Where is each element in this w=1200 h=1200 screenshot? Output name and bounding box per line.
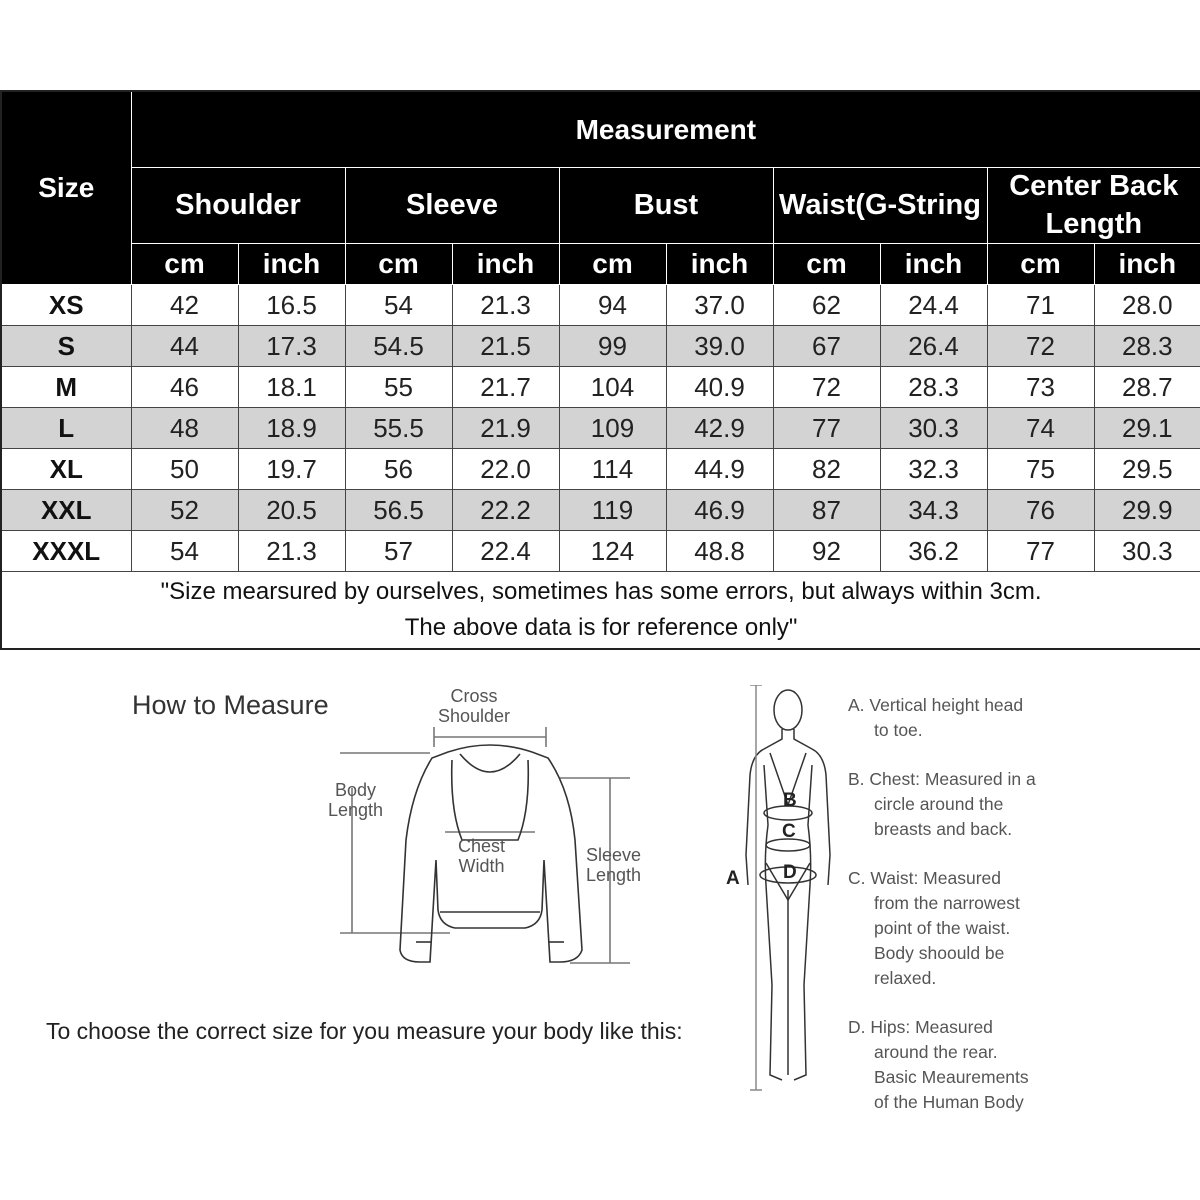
bust-header: Bust xyxy=(559,168,773,244)
value-cell: 67 xyxy=(773,326,880,367)
table-row xyxy=(1,408,1200,449)
value-cell: 72 xyxy=(987,326,1094,367)
marker-d: D xyxy=(783,862,797,883)
value-cell: 48.8 xyxy=(666,531,773,572)
value-cell: 57 xyxy=(345,531,452,572)
unit-header: cm xyxy=(773,244,880,285)
waist-header: Waist(G-String xyxy=(773,168,987,244)
value-cell: 54 xyxy=(131,531,238,572)
unit-header: inch xyxy=(1094,244,1200,285)
value-cell: 77 xyxy=(773,408,880,449)
value-cell: 46 xyxy=(131,367,238,408)
value-cell: 28.3 xyxy=(880,367,987,408)
value-cell: 92 xyxy=(773,531,880,572)
sleeve-length-label: Sleeve Length xyxy=(586,845,642,885)
value-cell: 30.3 xyxy=(1094,531,1200,572)
unit-header: cm xyxy=(345,244,452,285)
body-length-label: Body Length xyxy=(328,780,384,820)
value-cell: 54.5 xyxy=(345,326,452,367)
value-cell: 28.3 xyxy=(1094,326,1200,367)
unit-header: inch xyxy=(666,244,773,285)
human-body-illustration xyxy=(720,685,840,1095)
body-figure xyxy=(720,685,840,1095)
size-cell: XS xyxy=(1,285,131,326)
size-cell: XXL xyxy=(1,490,131,531)
value-cell: 17.3 xyxy=(238,326,345,367)
value-cell: 36.2 xyxy=(880,531,987,572)
how-to-measure-title: How to Measure xyxy=(132,690,329,720)
value-cell: 39.0 xyxy=(666,326,773,367)
value-cell: 29.9 xyxy=(1094,490,1200,531)
value-cell: 21.3 xyxy=(238,531,345,572)
value-cell: 21.5 xyxy=(452,326,559,367)
value-cell: 42.9 xyxy=(666,408,773,449)
value-cell: 72 xyxy=(773,367,880,408)
table-row xyxy=(1,285,1200,326)
value-cell: 29.5 xyxy=(1094,449,1200,490)
value-cell: 26.4 xyxy=(880,326,987,367)
value-cell: 124 xyxy=(559,531,666,572)
size-cell: M xyxy=(1,367,131,408)
unit-header: inch xyxy=(238,244,345,285)
value-cell: 28.0 xyxy=(1094,285,1200,326)
value-cell: 44 xyxy=(131,326,238,367)
unit-header: cm xyxy=(559,244,666,285)
value-cell: 77 xyxy=(987,531,1094,572)
disclaimer-note xyxy=(1,572,1200,650)
value-cell: 22.4 xyxy=(452,531,559,572)
sleeve-header: Sleeve xyxy=(345,168,559,244)
value-cell: 71 xyxy=(987,285,1094,326)
value-cell: 82 xyxy=(773,449,880,490)
value-cell: 87 xyxy=(773,490,880,531)
size-chart-table xyxy=(0,90,1200,650)
value-cell: 94 xyxy=(559,285,666,326)
value-cell: 48 xyxy=(131,408,238,449)
value-cell: 56 xyxy=(345,449,452,490)
value-cell: 21.3 xyxy=(452,285,559,326)
cross-shoulder-label: Cross Shoulder xyxy=(438,686,511,726)
table-row xyxy=(1,367,1200,408)
value-cell: 109 xyxy=(559,408,666,449)
value-cell: 74 xyxy=(987,408,1094,449)
value-cell: 55.5 xyxy=(345,408,452,449)
table-row xyxy=(1,531,1200,572)
value-cell: 46.9 xyxy=(666,490,773,531)
value-cell: 99 xyxy=(559,326,666,367)
size-rows xyxy=(1,285,1200,572)
value-cell: 50 xyxy=(131,449,238,490)
center-back-length-header: Center Back Length xyxy=(987,168,1200,244)
value-cell: 34.3 xyxy=(880,490,987,531)
size-instruction: To choose the correct size for you measure your body like this: xyxy=(46,1018,683,1044)
table-row xyxy=(1,490,1200,531)
value-cell: 29.1 xyxy=(1094,408,1200,449)
value-cell: 119 xyxy=(559,490,666,531)
value-cell: 19.7 xyxy=(238,449,345,490)
legend-item-b: B. Chest: Measured in a circle around the breasts and back. xyxy=(848,769,1036,839)
size-cell: XL xyxy=(1,449,131,490)
size-cell: S xyxy=(1,326,131,367)
value-cell: 16.5 xyxy=(238,285,345,326)
table-row xyxy=(1,449,1200,490)
value-cell: 76 xyxy=(987,490,1094,531)
garment-diagram xyxy=(320,680,680,980)
disclaimer-line-2: The above data is for reference only" xyxy=(404,614,798,642)
size-header: Size xyxy=(1,91,131,285)
value-cell: 104 xyxy=(559,367,666,408)
legend-item-d: D. Hips: Measured around the rear. Basic Meaurements of the Human Body xyxy=(848,1017,1029,1112)
disclaimer-line-1: "Size mearsured by ourselves, sometimes has some errors, but always within 3cm. xyxy=(160,578,1042,606)
value-cell: 37.0 xyxy=(666,285,773,326)
measurement-header: Measurement xyxy=(131,91,1200,168)
shoulder-header: Shoulder xyxy=(131,168,345,244)
value-cell: 56.5 xyxy=(345,490,452,531)
unit-header: inch xyxy=(880,244,987,285)
value-cell: 42 xyxy=(131,285,238,326)
value-cell: 52 xyxy=(131,490,238,531)
value-cell: 18.1 xyxy=(238,367,345,408)
value-cell: 40.9 xyxy=(666,367,773,408)
table-row xyxy=(1,326,1200,367)
value-cell: 54 xyxy=(345,285,452,326)
value-cell: 30.3 xyxy=(880,408,987,449)
value-cell: 55 xyxy=(345,367,452,408)
value-cell: 18.9 xyxy=(238,408,345,449)
unit-header: inch xyxy=(452,244,559,285)
value-cell: 21.7 xyxy=(452,367,559,408)
value-cell: 22.2 xyxy=(452,490,559,531)
marker-c: C xyxy=(782,821,796,842)
value-cell: 62 xyxy=(773,285,880,326)
marker-b: B xyxy=(783,790,797,811)
measurement-legend xyxy=(848,693,1078,1139)
value-cell: 28.7 xyxy=(1094,367,1200,408)
value-cell: 44.9 xyxy=(666,449,773,490)
value-cell: 21.9 xyxy=(452,408,559,449)
value-cell: 32.3 xyxy=(880,449,987,490)
value-cell: 75 xyxy=(987,449,1094,490)
chest-width-label: Chest Width xyxy=(458,836,506,876)
size-cell: XXXL xyxy=(1,531,131,572)
legend-item-a: A. Vertical height head to toe. xyxy=(848,695,1024,740)
value-cell: 20.5 xyxy=(238,490,345,531)
marker-a: A xyxy=(726,868,740,889)
value-cell: 73 xyxy=(987,367,1094,408)
value-cell: 24.4 xyxy=(880,285,987,326)
value-cell: 114 xyxy=(559,449,666,490)
unit-header: cm xyxy=(987,244,1094,285)
size-cell: L xyxy=(1,408,131,449)
value-cell: 22.0 xyxy=(452,449,559,490)
unit-header: cm xyxy=(131,244,238,285)
legend-item-c: C. Waist: Measured from the narrowest point of the waist. Body shoould be relaxed. xyxy=(848,868,1020,988)
